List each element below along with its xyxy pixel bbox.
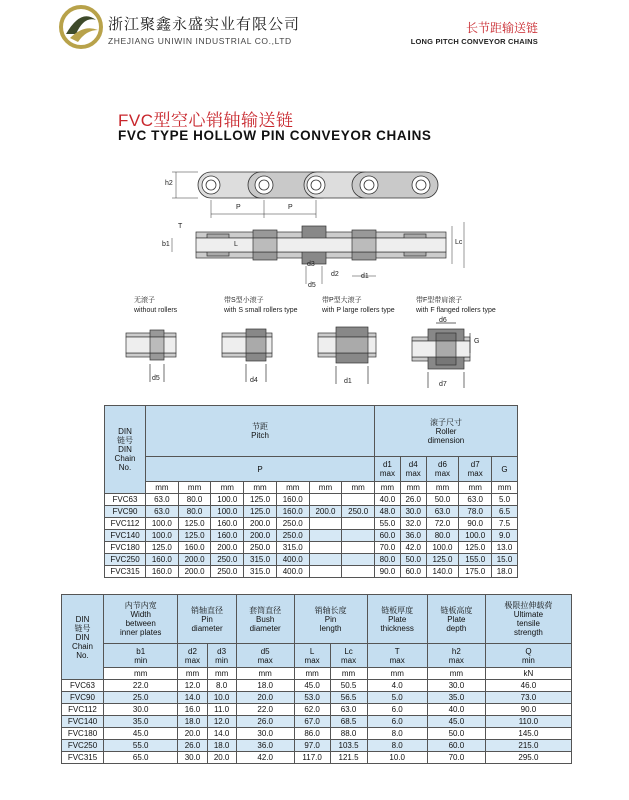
- symbol-d5: d5 max: [236, 644, 294, 668]
- pitch-cell: 315.0: [276, 542, 309, 554]
- unit-cell: mm: [367, 668, 427, 680]
- pitch-cell: [309, 530, 342, 542]
- roller-type-3-en: with P large rollers type: [322, 307, 395, 314]
- pitch-cell: 315.0: [244, 554, 277, 566]
- dim-d1-label: d1: [361, 273, 369, 280]
- roller-cell: 26.0: [400, 494, 426, 506]
- width-header: 内节内宽 Width between inner plates: [104, 595, 178, 644]
- roller-type-3-cn: 带P型大滚子: [322, 297, 362, 304]
- pitch-cell: 400.0: [276, 566, 309, 578]
- dimension-cell: 117.0: [294, 752, 330, 764]
- dimension-cell: 42.0: [236, 752, 294, 764]
- unit-cell: kN: [485, 668, 571, 680]
- roller-cell: 5.0: [492, 494, 518, 506]
- roller-cell: 125.0: [426, 554, 459, 566]
- roller-cell: 90.0: [375, 566, 401, 578]
- unit-cell: mm: [236, 668, 294, 680]
- pitch-cell: [342, 494, 375, 506]
- pitch-cell: 100.0: [211, 506, 244, 518]
- pitch-cell: 100.0: [146, 518, 179, 530]
- pitch-cell: 160.0: [211, 518, 244, 530]
- dimension-cell: 50.0: [427, 728, 485, 740]
- pitch-cell: 160.0: [276, 494, 309, 506]
- pitch-cell: 160.0: [211, 530, 244, 542]
- dimension-cell: 30.0: [178, 752, 207, 764]
- pitch-cell: 80.0: [178, 494, 211, 506]
- pitch-cell: 125.0: [146, 542, 179, 554]
- roller-cell: 9.0: [492, 530, 518, 542]
- pitch-cell: 400.0: [276, 554, 309, 566]
- symbol-l: L max: [294, 644, 330, 668]
- pitch-roller-table: DIN 链号 DIN Chain No. 节距 Pitch 滚子尺寸 Roller dimension P d1 max d4 max d6 max d7 max G mm mm mm mm mm mm mm mm mm mm mm mm FVC63 63.0 80.0 100.0 125.0 160.0 40.0 26.0 50.0 63.0 5.0 FVC90 63.0 80.0 100.0 125.0 160.0 200.0 250.0 48.0 30.0 63.0 78.0 6.5 FVC112 100.0 125.0 160.0 200.0 250.0 55.0 32.0 72.0 90.0 7.5 FVC140 100.0 125.0 160.0 200.0 250.0 60.0 36.0 80.0 100.0 9.0 FVC180 125.0 160.0 200.0 250.0 315.0 70.0 42.0 100.0 125.0 13.0 FVC250 160.0 200.0 250.0 315.0 400.0 80.0 50.0 125.0 155.0 15.0 FVC315 160.0 200.0 250.0 315.0 400.0 90.0 60.0 140.0 175.0 18.0: [104, 405, 518, 578]
- roller-cell: 15.0: [492, 554, 518, 566]
- symbol-h2: h2 max: [427, 644, 485, 668]
- pitch-cell: 200.0: [178, 554, 211, 566]
- col-d4: d4 max: [400, 457, 426, 482]
- pitch-cell: 125.0: [244, 494, 277, 506]
- unit-cell: mm: [294, 668, 330, 680]
- pitch-cell: 200.0: [178, 566, 211, 578]
- dimension-cell: 45.0: [427, 716, 485, 728]
- dimension-cell: 45.0: [104, 728, 178, 740]
- dim-d2-label: d2: [331, 271, 339, 278]
- table-row: [62, 716, 572, 728]
- din-header: DIN 链号 DIN Chain No.: [105, 406, 146, 494]
- dimension-cell: 30.0: [427, 680, 485, 692]
- table-row: [105, 542, 518, 554]
- dimension-cell: 53.0: [294, 692, 330, 704]
- dimension-cell: 6.0: [367, 704, 427, 716]
- pitch-cell: 100.0: [146, 530, 179, 542]
- table-row: [105, 506, 518, 518]
- roller-cell: 80.0: [375, 554, 401, 566]
- roller-cell: 100.0: [426, 542, 459, 554]
- dimension-cell: 62.0: [294, 704, 330, 716]
- dimension-cell: 36.0: [236, 740, 294, 752]
- chain-no: FVC63: [105, 494, 146, 506]
- chain-no: FVC250: [62, 740, 104, 752]
- page-title-cn: FVC型空心销轴输送链: [118, 111, 294, 130]
- pitch-cell: 160.0: [276, 506, 309, 518]
- dimension-cell: 26.0: [178, 740, 207, 752]
- roller-type-4-en: with F flanged rollers type: [416, 307, 496, 314]
- dimension-cell: 18.0: [236, 680, 294, 692]
- unit-cell: mm: [178, 668, 207, 680]
- roller-cell: 6.5: [492, 506, 518, 518]
- roller-type-3-dim: d1: [344, 378, 352, 385]
- roller-cell: 13.0: [492, 542, 518, 554]
- dimension-cell: 60.0: [427, 740, 485, 752]
- table-row: [62, 752, 572, 764]
- type-small-rollers: [222, 329, 272, 382]
- dim-b1-label: b1: [162, 241, 170, 248]
- dim-h2-label: h2: [165, 180, 173, 187]
- roller-cell: 63.0: [426, 506, 459, 518]
- dimension-cell: 18.0: [207, 740, 236, 752]
- symbol-d3: d3 min: [207, 644, 236, 668]
- pitch-cell: 100.0: [211, 494, 244, 506]
- dimension-cell: 103.5: [330, 740, 367, 752]
- tensile-header: 极限拉伸载荷 Ultimate tensile strength: [485, 595, 571, 644]
- roller-cell: 40.0: [375, 494, 401, 506]
- dim-d3-label: d3: [307, 261, 315, 268]
- dim-d5-label: d5: [308, 282, 316, 289]
- roller-type-drawings: [126, 323, 470, 388]
- dimension-cell: 45.0: [294, 680, 330, 692]
- dimension-cell: 8.0: [367, 740, 427, 752]
- roller-cell: 100.0: [459, 530, 492, 542]
- dimension-cell: 97.0: [294, 740, 330, 752]
- roller-type-1-dim: d5: [152, 375, 160, 382]
- roller-cell: 32.0: [400, 518, 426, 530]
- dimension-cell: 10.0: [207, 692, 236, 704]
- bush-diameter-header: 套筒直径 Bush diameter: [236, 595, 294, 644]
- symbol-lc: Lc max: [330, 644, 367, 668]
- pitch-cell: 160.0: [146, 554, 179, 566]
- dimension-cell: 70.0: [427, 752, 485, 764]
- pitch-cell: 63.0: [146, 494, 179, 506]
- pin-diameter-header: 销轴直径 Pin diameter: [178, 595, 236, 644]
- pitch-cell: 250.0: [342, 506, 375, 518]
- pitch-cell: 160.0: [146, 566, 179, 578]
- symbol-q: Q min: [485, 644, 571, 668]
- col-d1: d1 max: [375, 457, 401, 482]
- dimension-cell: 67.0: [294, 716, 330, 728]
- chain-side-view: [198, 172, 438, 198]
- chain-no: FVC315: [62, 752, 104, 764]
- roller-cell: 18.0: [492, 566, 518, 578]
- roller-cell: 50.0: [400, 554, 426, 566]
- roller-cell: 55.0: [375, 518, 401, 530]
- dimension-cell: 65.0: [104, 752, 178, 764]
- roller-type-1-en: without rollers: [134, 307, 178, 314]
- roller-cell: 36.0: [400, 530, 426, 542]
- pitch-cell: [309, 554, 342, 566]
- roller-cell: 30.0: [400, 506, 426, 518]
- dimension-cell: 145.0: [485, 728, 571, 740]
- chain-no: FVC180: [62, 728, 104, 740]
- table-row: [62, 740, 572, 752]
- table-row: [62, 728, 572, 740]
- dim-t-label: T: [178, 223, 183, 230]
- roller-cell: 63.0: [459, 494, 492, 506]
- chain-no: FVC90: [105, 506, 146, 518]
- dimension-cell: 14.0: [178, 692, 207, 704]
- pitch-cell: [342, 554, 375, 566]
- pitch-cell: [342, 566, 375, 578]
- dimension-cell: 121.5: [330, 752, 367, 764]
- roller-cell: 125.0: [459, 542, 492, 554]
- dimension-cell: 22.0: [104, 680, 178, 692]
- chain-no: FVC140: [62, 716, 104, 728]
- roller-cell: 60.0: [375, 530, 401, 542]
- dim-pitch-label-1: P: [236, 204, 241, 211]
- pitch-cell: [309, 518, 342, 530]
- pitch-cell: [342, 530, 375, 542]
- roller-cell: 7.5: [492, 518, 518, 530]
- pitch-cell: 200.0: [211, 542, 244, 554]
- roller-cell: 60.0: [400, 566, 426, 578]
- roller-type-4-dim-side: G: [474, 338, 480, 345]
- pin-length-header: 销轴长度 Pin length: [294, 595, 367, 644]
- dimension-cell: 30.0: [104, 704, 178, 716]
- dimension-cell: 215.0: [485, 740, 571, 752]
- unit-cell: mm: [427, 668, 485, 680]
- chain-no: FVC90: [62, 692, 104, 704]
- plate-depth-header: 链板高度 Plate depth: [427, 595, 485, 644]
- table-row: [62, 704, 572, 716]
- dimension-cell: 25.0: [104, 692, 178, 704]
- pitch-cell: 250.0: [211, 566, 244, 578]
- roller-cell: 48.0: [375, 506, 401, 518]
- pitch-cell: 160.0: [178, 542, 211, 554]
- roller-type-1-cn: 无滚子: [134, 297, 155, 304]
- roller-cell: 175.0: [459, 566, 492, 578]
- pitch-cell: 63.0: [146, 506, 179, 518]
- roller-cell: 80.0: [426, 530, 459, 542]
- dimension-cell: 50.5: [330, 680, 367, 692]
- roller-type-4-dim-top: d6: [439, 317, 447, 324]
- symbol-b1: b1 min: [104, 644, 178, 668]
- pitch-cell: 250.0: [244, 542, 277, 554]
- roller-header: 滚子尺寸 Roller dimension: [375, 406, 518, 457]
- roller-cell: 155.0: [459, 554, 492, 566]
- dimension-cell: 90.0: [485, 704, 571, 716]
- dimension-cell: 68.5: [330, 716, 367, 728]
- dim-l-label: L: [234, 241, 238, 248]
- table-row: [62, 680, 572, 692]
- dimension-cell: 12.0: [178, 680, 207, 692]
- chain-no: FVC140: [105, 530, 146, 542]
- pitch-cell: [309, 566, 342, 578]
- din-header-2: DIN 链号 DIN Chain No.: [62, 595, 104, 680]
- dimension-cell: 46.0: [485, 680, 571, 692]
- roller-cell: 70.0: [375, 542, 401, 554]
- dimension-cell: 55.0: [104, 740, 178, 752]
- dimension-cell: 63.0: [330, 704, 367, 716]
- table-row: [62, 692, 572, 704]
- roller-type-2-cn: 带S型小滚子: [224, 297, 264, 304]
- roller-type-2-dim: d4: [250, 377, 258, 384]
- dimension-cell: 20.0: [178, 728, 207, 740]
- pitch-cell: 200.0: [244, 530, 277, 542]
- dimension-cell: 295.0: [485, 752, 571, 764]
- chain-no: FVC315: [105, 566, 146, 578]
- type-large-rollers: [318, 327, 376, 384]
- pitch-header: 节距 Pitch: [146, 406, 375, 457]
- company-name-en: ZHEJIANG UNIWIN INDUSTRIAL CO.,LTD: [108, 36, 292, 46]
- symbol-d2: d2 max: [178, 644, 207, 668]
- unit-cell: mm: [207, 668, 236, 680]
- dimension-cell: 6.0: [367, 716, 427, 728]
- roller-type-4-cn: 带F型带肩滚子: [416, 297, 463, 304]
- roller-type-4-dim: d7: [439, 381, 447, 388]
- pitch-cell: 200.0: [244, 518, 277, 530]
- roller-cell: 140.0: [426, 566, 459, 578]
- dimension-cell: 88.0: [330, 728, 367, 740]
- dimension-cell: 12.0: [207, 716, 236, 728]
- pitch-cell: [309, 542, 342, 554]
- roller-cell: 78.0: [459, 506, 492, 518]
- dimension-cell: 30.0: [236, 728, 294, 740]
- dimension-cell: 11.0: [207, 704, 236, 716]
- pitch-cell: 80.0: [178, 506, 211, 518]
- chain-no: FVC250: [105, 554, 146, 566]
- roller-type-2-en: with S small rollers type: [224, 307, 298, 314]
- page-title-en: FVC TYPE HOLLOW PIN CONVEYOR CHAINS: [118, 128, 432, 143]
- dim-lc-label: Lc: [455, 239, 463, 246]
- chain-no: FVC63: [62, 680, 104, 692]
- roller-cell: 42.0: [400, 542, 426, 554]
- pitch-cell: 250.0: [276, 518, 309, 530]
- table-row: [105, 518, 518, 530]
- dimension-cell: 14.0: [207, 728, 236, 740]
- dim-pitch-label-2: P: [288, 204, 293, 211]
- table-row: [105, 554, 518, 566]
- company-name-cn: 浙江聚鑫永盛实业有限公司: [108, 16, 301, 33]
- pitch-cell: 250.0: [211, 554, 244, 566]
- dimension-cell: 16.0: [178, 704, 207, 716]
- dimension-cell: 35.0: [427, 692, 485, 704]
- type-flanged-rollers: [412, 323, 470, 388]
- pitch-cell: 125.0: [244, 506, 277, 518]
- dimension-cell: 26.0: [236, 716, 294, 728]
- pitch-cell: 200.0: [309, 506, 342, 518]
- category-en: LONG PITCH CONVEYOR CHAINS: [410, 37, 538, 46]
- dimension-cell: 10.0: [367, 752, 427, 764]
- dimension-cell: 8.0: [367, 728, 427, 740]
- pitch-cell: 125.0: [178, 518, 211, 530]
- pitch-cell: 125.0: [178, 530, 211, 542]
- dimension-cell: 20.0: [207, 752, 236, 764]
- roller-cell: 90.0: [459, 518, 492, 530]
- pitch-cell: 315.0: [244, 566, 277, 578]
- dimension-cell: 110.0: [485, 716, 571, 728]
- dimension-cell: 22.0: [236, 704, 294, 716]
- roller-cell: 72.0: [426, 518, 459, 530]
- chain-no: FVC112: [62, 704, 104, 716]
- pitch-cell: [342, 542, 375, 554]
- unit-cell: mm: [330, 668, 367, 680]
- symbol-t: T max: [367, 644, 427, 668]
- type-without-rollers: [126, 330, 176, 382]
- col-g: G: [492, 457, 518, 482]
- dimension-cell: 20.0: [236, 692, 294, 704]
- dimension-cell: 4.0: [367, 680, 427, 692]
- dimension-cell: 5.0: [367, 692, 427, 704]
- chain-no: FVC112: [105, 518, 146, 530]
- pitch-cell: [342, 518, 375, 530]
- dimension-cell: 86.0: [294, 728, 330, 740]
- dimension-cell: 35.0: [104, 716, 178, 728]
- dimension-cell: 56.5: [330, 692, 367, 704]
- category-cn: 长节距输送链: [465, 21, 538, 35]
- dimension-cell: 18.0: [178, 716, 207, 728]
- dimension-cell: 8.0: [207, 680, 236, 692]
- col-d7: d7 max: [459, 457, 492, 482]
- p-symbol: P: [146, 457, 375, 482]
- dimension-table: [61, 594, 572, 764]
- chain-no: FVC180: [105, 542, 146, 554]
- plate-thickness-header: 链板厚度 Plate thickness: [367, 595, 427, 644]
- col-d6: d6 max: [426, 457, 459, 482]
- unit-cell: mm: [104, 668, 178, 680]
- dimension-cell: 73.0: [485, 692, 571, 704]
- pitch-cell: [309, 494, 342, 506]
- table-row: [105, 530, 518, 542]
- dimension-cell: 40.0: [427, 704, 485, 716]
- table-row: [105, 566, 518, 578]
- pitch-cell: 250.0: [276, 530, 309, 542]
- roller-cell: 50.0: [426, 494, 459, 506]
- table-row: [105, 494, 518, 506]
